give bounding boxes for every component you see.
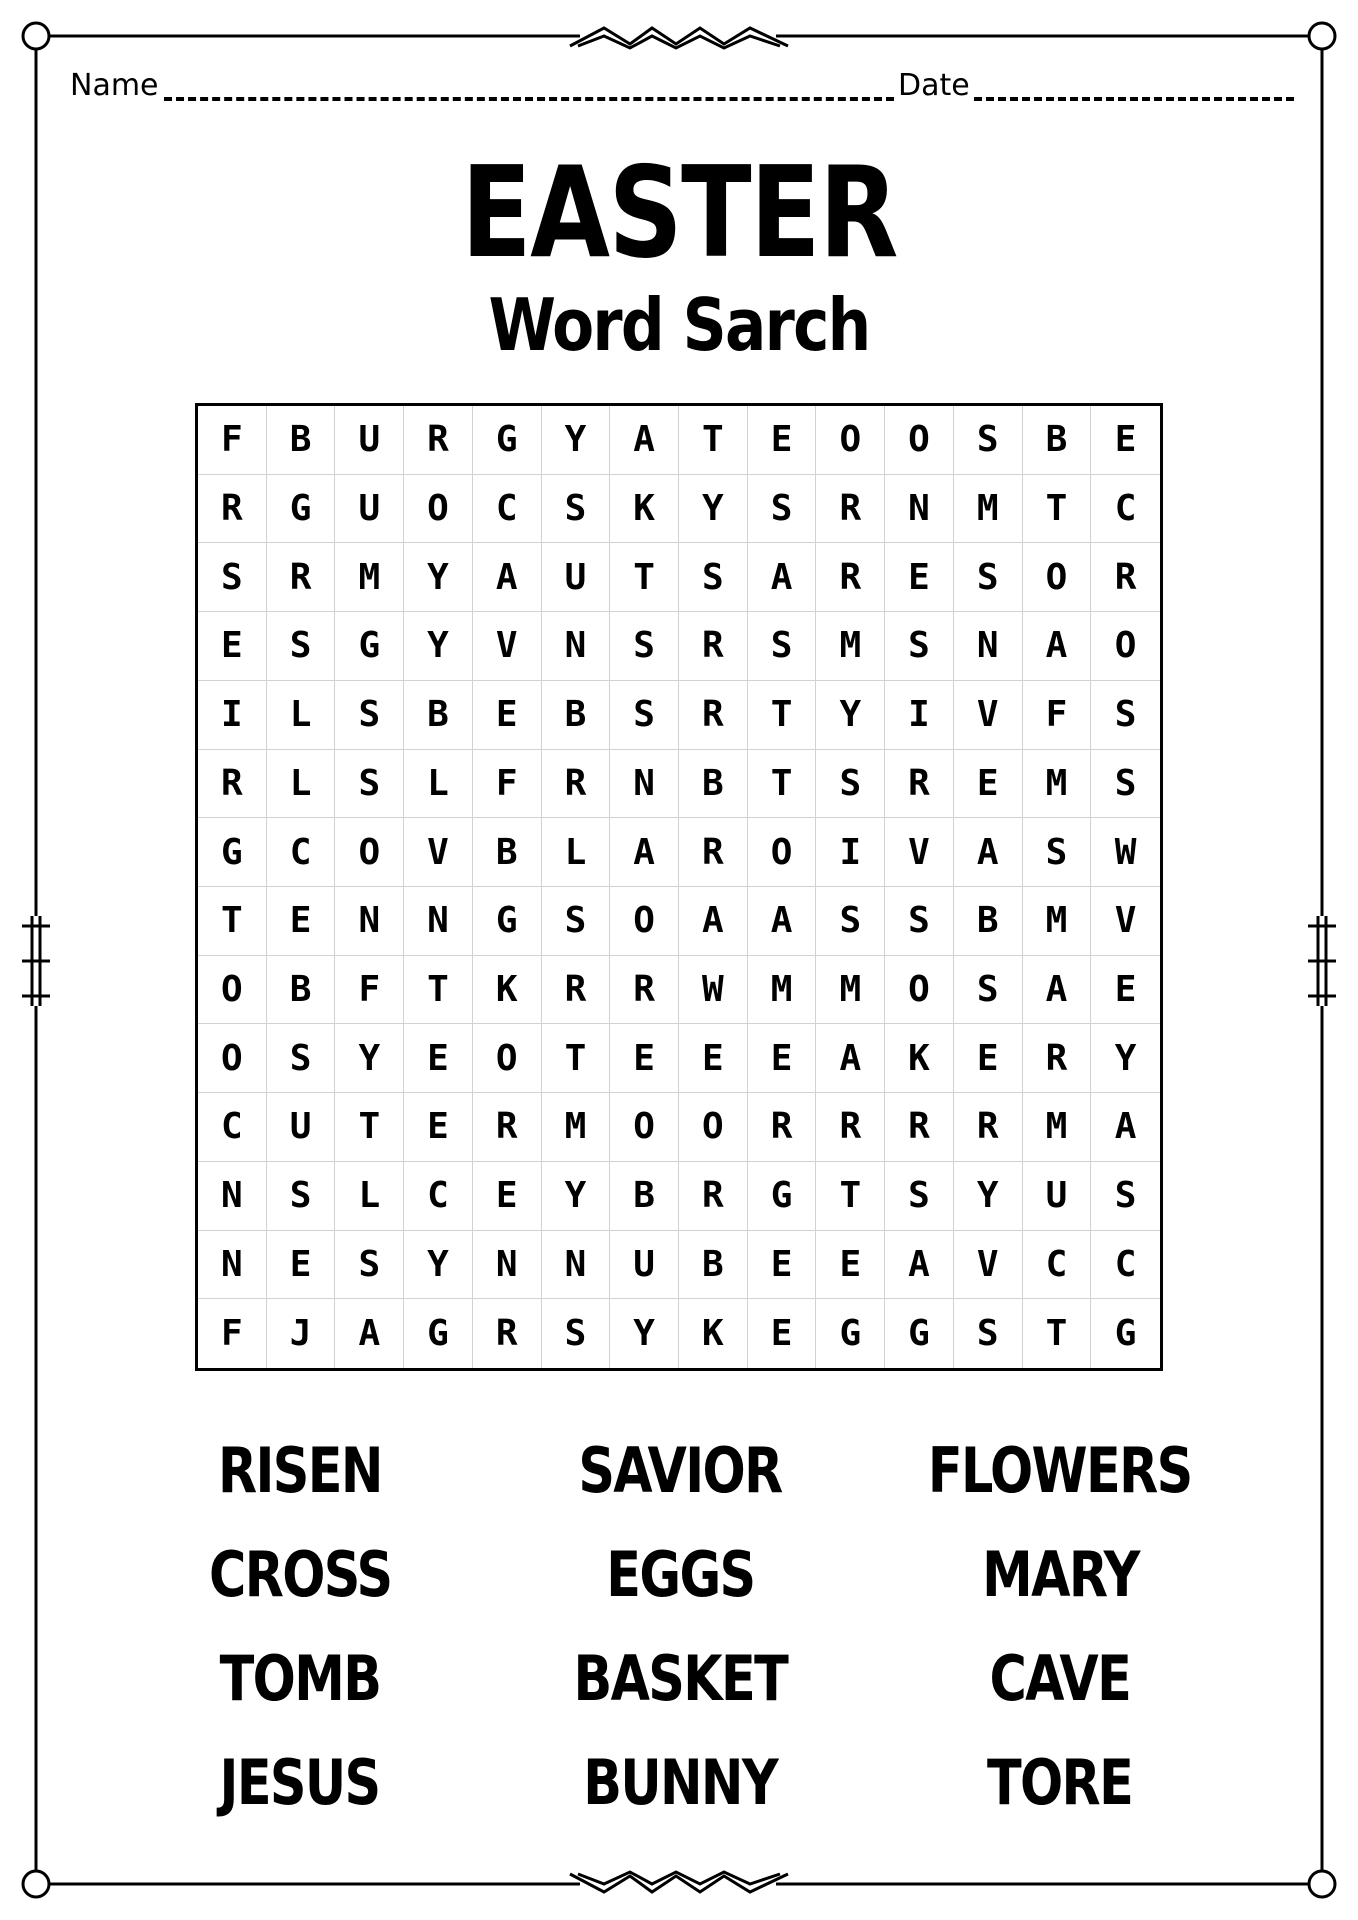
grid-cell[interactable]: V bbox=[1091, 887, 1160, 956]
grid-cell[interactable]: R bbox=[679, 818, 748, 887]
grid-cell[interactable]: S bbox=[610, 612, 679, 681]
grid-cell[interactable]: Y bbox=[610, 1299, 679, 1368]
grid-cell[interactable]: A bbox=[885, 1231, 954, 1300]
grid-cell[interactable]: C bbox=[1091, 475, 1160, 544]
word-list-item bbox=[870, 1626, 1250, 1730]
grid-cell[interactable]: O bbox=[473, 1024, 542, 1093]
grid-cell[interactable]: E bbox=[748, 406, 817, 475]
grid-cell[interactable]: M bbox=[816, 612, 885, 681]
grid-cell[interactable]: C bbox=[1023, 1231, 1092, 1300]
grid-cell[interactable]: S bbox=[954, 543, 1023, 612]
grid-cell[interactable]: O bbox=[610, 1093, 679, 1162]
grid-cell[interactable]: E bbox=[1091, 406, 1160, 475]
grid-cell[interactable]: A bbox=[610, 406, 679, 475]
grid-cell[interactable]: B bbox=[954, 887, 1023, 956]
grid-cell[interactable]: S bbox=[1091, 750, 1160, 819]
grid-cell[interactable]: N bbox=[885, 475, 954, 544]
grid-cell[interactable]: G bbox=[335, 612, 404, 681]
grid-cell[interactable]: E bbox=[748, 1299, 817, 1368]
grid-cell[interactable]: T bbox=[1023, 1299, 1092, 1368]
grid-cell[interactable]: R bbox=[816, 475, 885, 544]
word-label: TOMB bbox=[219, 1641, 381, 1715]
grid-cell[interactable]: G bbox=[885, 1299, 954, 1368]
grid-cell[interactable]: O bbox=[816, 406, 885, 475]
grid-cell[interactable]: S bbox=[1091, 681, 1160, 750]
grid-cell[interactable]: V bbox=[954, 681, 1023, 750]
grid-cell[interactable]: M bbox=[1023, 1093, 1092, 1162]
grid-cell[interactable]: R bbox=[473, 1093, 542, 1162]
grid-cell[interactable]: E bbox=[748, 1231, 817, 1300]
grid-cell[interactable]: Y bbox=[679, 475, 748, 544]
grid-cell[interactable]: N bbox=[610, 750, 679, 819]
grid-cell[interactable]: B bbox=[267, 406, 336, 475]
grid-cell[interactable]: T bbox=[542, 1024, 611, 1093]
grid-cell[interactable]: T bbox=[679, 406, 748, 475]
grid-cell[interactable]: Y bbox=[954, 1162, 1023, 1231]
grid-cell[interactable]: R bbox=[198, 475, 267, 544]
word-label: TORE bbox=[987, 1745, 1133, 1819]
grid-cell[interactable]: B bbox=[267, 956, 336, 1025]
grid-cell[interactable]: O bbox=[610, 887, 679, 956]
date-label: Date bbox=[898, 68, 970, 103]
word-list-item bbox=[110, 1730, 490, 1834]
grid-cell[interactable]: N bbox=[954, 612, 1023, 681]
grid-cell[interactable]: B bbox=[473, 818, 542, 887]
grid-cell[interactable]: R bbox=[954, 1093, 1023, 1162]
grid-cell[interactable]: F bbox=[198, 1299, 267, 1368]
grid-cell[interactable]: R bbox=[679, 1162, 748, 1231]
name-field[interactable] bbox=[164, 97, 894, 101]
grid-cell[interactable]: E bbox=[679, 1024, 748, 1093]
grid-cell[interactable]: K bbox=[473, 956, 542, 1025]
grid-cell[interactable]: I bbox=[198, 681, 267, 750]
grid-cell[interactable]: Y bbox=[404, 612, 473, 681]
grid-cell[interactable]: F bbox=[198, 406, 267, 475]
grid-cell[interactable]: R bbox=[885, 750, 954, 819]
grid-cell[interactable]: M bbox=[542, 1093, 611, 1162]
grid-cell[interactable]: R bbox=[679, 681, 748, 750]
grid-cell[interactable]: S bbox=[335, 681, 404, 750]
word-list-item bbox=[110, 1626, 490, 1730]
grid-cell[interactable]: N bbox=[198, 1231, 267, 1300]
grid-cell[interactable]: E bbox=[816, 1231, 885, 1300]
grid-cell[interactable]: V bbox=[404, 818, 473, 887]
page-subtitle: Word Sarch bbox=[488, 283, 870, 367]
word-list bbox=[110, 1418, 1250, 1834]
word-list-item bbox=[490, 1418, 870, 1522]
grid-cell[interactable]: A bbox=[748, 887, 817, 956]
grid-cell[interactable]: A bbox=[1091, 1093, 1160, 1162]
grid-cell[interactable]: O bbox=[335, 818, 404, 887]
grid-cell[interactable]: T bbox=[748, 681, 817, 750]
grid-cell[interactable]: Y bbox=[404, 1231, 473, 1300]
grid-cell[interactable]: S bbox=[267, 1162, 336, 1231]
word-label: FLOWERS bbox=[928, 1433, 1192, 1507]
grid-cell[interactable]: G bbox=[404, 1299, 473, 1368]
grid-cell[interactable]: S bbox=[267, 612, 336, 681]
word-search-grid bbox=[195, 403, 1163, 1371]
grid-cell[interactable]: I bbox=[885, 681, 954, 750]
grid-cell[interactable]: S bbox=[885, 612, 954, 681]
grid-cell[interactable]: R bbox=[816, 543, 885, 612]
grid-cell[interactable]: L bbox=[404, 750, 473, 819]
grid-cell[interactable]: T bbox=[1023, 475, 1092, 544]
grid-cell[interactable]: U bbox=[335, 406, 404, 475]
grid-cell[interactable]: M bbox=[1023, 750, 1092, 819]
name-label: Name bbox=[70, 68, 159, 103]
grid-cell[interactable]: S bbox=[954, 1299, 1023, 1368]
grid-cell[interactable]: E bbox=[885, 543, 954, 612]
grid-cell[interactable]: M bbox=[335, 543, 404, 612]
grid-cell[interactable]: R bbox=[885, 1093, 954, 1162]
grid-cell[interactable]: N bbox=[198, 1162, 267, 1231]
grid-cell[interactable]: U bbox=[542, 543, 611, 612]
grid-cell[interactable]: E bbox=[267, 887, 336, 956]
grid-cell[interactable]: Y bbox=[542, 406, 611, 475]
grid-cell[interactable]: E bbox=[198, 612, 267, 681]
grid-cell[interactable]: R bbox=[267, 543, 336, 612]
grid-cell[interactable]: R bbox=[1023, 1024, 1092, 1093]
grid-cell[interactable]: B bbox=[404, 681, 473, 750]
grid-cell[interactable]: T bbox=[610, 543, 679, 612]
grid-cell[interactable]: Y bbox=[816, 681, 885, 750]
grid-cell[interactable]: R bbox=[748, 1093, 817, 1162]
grid-cell[interactable]: N bbox=[542, 612, 611, 681]
grid-cell[interactable]: B bbox=[542, 681, 611, 750]
corner-circle-icon bbox=[1309, 23, 1335, 49]
grid-cell[interactable]: G bbox=[748, 1162, 817, 1231]
grid-cell[interactable]: T bbox=[335, 1093, 404, 1162]
grid-cell[interactable]: W bbox=[1091, 818, 1160, 887]
grid-cell[interactable]: S bbox=[748, 475, 817, 544]
side-tick-icon bbox=[1308, 916, 1336, 1006]
grid-cell[interactable]: S bbox=[954, 406, 1023, 475]
grid-cell[interactable]: R bbox=[816, 1093, 885, 1162]
grid-cell[interactable]: U bbox=[610, 1231, 679, 1300]
grid-cell[interactable]: R bbox=[404, 406, 473, 475]
grid-cell[interactable]: A bbox=[610, 818, 679, 887]
word-list-item bbox=[870, 1522, 1250, 1626]
grid-cell[interactable]: M bbox=[954, 475, 1023, 544]
word-list-item bbox=[870, 1418, 1250, 1522]
grid-cell[interactable]: S bbox=[610, 681, 679, 750]
grid-cell[interactable]: J bbox=[267, 1299, 336, 1368]
grid-cell[interactable]: A bbox=[816, 1024, 885, 1093]
grid-cell[interactable]: R bbox=[610, 956, 679, 1025]
grid-cell[interactable]: R bbox=[679, 612, 748, 681]
grid-cell[interactable]: W bbox=[679, 956, 748, 1025]
grid-cell[interactable]: M bbox=[1023, 887, 1092, 956]
grid-cell[interactable]: M bbox=[816, 956, 885, 1025]
zigzag-ornament-icon bbox=[570, 28, 788, 48]
grid-cell[interactable]: S bbox=[542, 1299, 611, 1368]
grid-cell[interactable]: L bbox=[267, 681, 336, 750]
grid-cell[interactable]: C bbox=[1091, 1231, 1160, 1300]
grid-cell[interactable]: K bbox=[885, 1024, 954, 1093]
word-list-item bbox=[870, 1730, 1250, 1834]
grid-cell[interactable]: S bbox=[885, 1162, 954, 1231]
grid-cell[interactable]: Y bbox=[542, 1162, 611, 1231]
grid-cell[interactable]: G bbox=[816, 1299, 885, 1368]
grid-cell[interactable]: A bbox=[473, 543, 542, 612]
grid-cell[interactable]: L bbox=[267, 750, 336, 819]
grid-cell[interactable]: F bbox=[1023, 681, 1092, 750]
grid-cell[interactable]: R bbox=[198, 750, 267, 819]
grid-cell[interactable]: U bbox=[335, 475, 404, 544]
grid-cell[interactable]: T bbox=[404, 956, 473, 1025]
grid-cell[interactable]: G bbox=[198, 818, 267, 887]
grid-cell[interactable]: S bbox=[1023, 818, 1092, 887]
word-list-item bbox=[490, 1522, 870, 1626]
grid-cell[interactable]: M bbox=[748, 956, 817, 1025]
corner-circle-icon bbox=[1309, 1871, 1335, 1897]
grid-cell[interactable]: R bbox=[473, 1299, 542, 1368]
grid-cell[interactable]: N bbox=[542, 1231, 611, 1300]
grid-cell[interactable]: V bbox=[473, 612, 542, 681]
grid-cell[interactable]: R bbox=[542, 956, 611, 1025]
word-label: MARY bbox=[981, 1537, 1139, 1611]
grid-cell[interactable]: O bbox=[198, 956, 267, 1025]
grid-cell[interactable]: C bbox=[404, 1162, 473, 1231]
grid-cell[interactable]: B bbox=[679, 1231, 748, 1300]
grid-cell[interactable]: G bbox=[267, 475, 336, 544]
grid-cell[interactable]: C bbox=[473, 475, 542, 544]
grid-cell[interactable]: N bbox=[473, 1231, 542, 1300]
grid-cell[interactable]: E bbox=[610, 1024, 679, 1093]
grid-cell[interactable]: R bbox=[1091, 543, 1160, 612]
grid-cell[interactable]: S bbox=[542, 475, 611, 544]
grid-cell[interactable]: A bbox=[748, 543, 817, 612]
grid-cell[interactable]: I bbox=[816, 818, 885, 887]
grid-cell[interactable]: E bbox=[954, 750, 1023, 819]
grid-cell[interactable]: Y bbox=[404, 543, 473, 612]
corner-circle-icon bbox=[23, 23, 49, 49]
grid-cell[interactable]: E bbox=[404, 1093, 473, 1162]
grid-cell[interactable]: G bbox=[473, 406, 542, 475]
grid-cell[interactable]: F bbox=[473, 750, 542, 819]
grid-cell[interactable]: N bbox=[404, 887, 473, 956]
grid-cell[interactable]: V bbox=[885, 818, 954, 887]
grid-cell[interactable]: Y bbox=[335, 1024, 404, 1093]
grid-cell[interactable]: S bbox=[816, 750, 885, 819]
grid-cell[interactable]: V bbox=[954, 1231, 1023, 1300]
grid-cell[interactable]: O bbox=[1091, 612, 1160, 681]
grid-cell[interactable]: S bbox=[679, 543, 748, 612]
grid-cell[interactable]: G bbox=[473, 887, 542, 956]
grid-cell[interactable]: O bbox=[679, 1093, 748, 1162]
grid-cell[interactable]: O bbox=[885, 406, 954, 475]
grid-cell[interactable]: E bbox=[267, 1231, 336, 1300]
grid-cell[interactable]: S bbox=[542, 887, 611, 956]
word-label: CAVE bbox=[989, 1641, 1131, 1715]
word-list-item bbox=[110, 1522, 490, 1626]
word-list-item bbox=[490, 1626, 870, 1730]
grid-cell[interactable]: T bbox=[816, 1162, 885, 1231]
grid-cell[interactable]: U bbox=[1023, 1162, 1092, 1231]
grid-cell[interactable]: U bbox=[267, 1093, 336, 1162]
grid-cell[interactable]: S bbox=[954, 956, 1023, 1025]
zigzag-ornament-icon bbox=[570, 1872, 788, 1892]
grid-cell[interactable]: K bbox=[610, 475, 679, 544]
grid-cell[interactable]: C bbox=[198, 1093, 267, 1162]
grid-cell[interactable]: S bbox=[885, 887, 954, 956]
grid-cell[interactable]: K bbox=[679, 1299, 748, 1368]
grid-cell[interactable]: A bbox=[954, 818, 1023, 887]
grid-cell[interactable]: L bbox=[542, 818, 611, 887]
grid-cell[interactable]: A bbox=[335, 1299, 404, 1368]
grid-cell[interactable]: E bbox=[404, 1024, 473, 1093]
word-label: CROSS bbox=[208, 1537, 392, 1611]
grid-cell[interactable]: S bbox=[267, 1024, 336, 1093]
grid-cell[interactable]: S bbox=[335, 1231, 404, 1300]
grid-cell[interactable]: R bbox=[542, 750, 611, 819]
grid-cell[interactable]: E bbox=[954, 1024, 1023, 1093]
word-label: JESUS bbox=[220, 1745, 380, 1819]
grid-cell[interactable]: N bbox=[335, 887, 404, 956]
grid-cell[interactable]: S bbox=[748, 612, 817, 681]
grid-cell[interactable]: B bbox=[610, 1162, 679, 1231]
corner-circle-icon bbox=[23, 1871, 49, 1897]
grid-cell[interactable]: A bbox=[1023, 612, 1092, 681]
grid-cell[interactable]: F bbox=[335, 956, 404, 1025]
word-label: BASKET bbox=[573, 1641, 787, 1715]
word-label: SAVIOR bbox=[578, 1433, 782, 1507]
grid-cell[interactable]: S bbox=[335, 750, 404, 819]
word-label: RISEN bbox=[218, 1433, 382, 1507]
grid-cell[interactable]: S bbox=[816, 887, 885, 956]
grid-cell[interactable]: E bbox=[1091, 956, 1160, 1025]
grid-cell[interactable]: A bbox=[679, 887, 748, 956]
grid-cell[interactable]: O bbox=[198, 1024, 267, 1093]
grid-cell[interactable]: L bbox=[335, 1162, 404, 1231]
grid-cell[interactable]: Y bbox=[1091, 1024, 1160, 1093]
grid-cell[interactable]: B bbox=[1023, 406, 1092, 475]
side-tick-icon bbox=[22, 916, 50, 1006]
word-list-item bbox=[110, 1418, 490, 1522]
grid-cell[interactable]: S bbox=[198, 543, 267, 612]
grid-cell[interactable]: O bbox=[748, 818, 817, 887]
word-label: EGGS bbox=[605, 1537, 755, 1611]
grid-cell[interactable]: G bbox=[1114, 1313, 1137, 1355]
grid-cell[interactable]: O bbox=[1023, 543, 1092, 612]
grid-cell[interactable]: C bbox=[267, 818, 336, 887]
grid-cell[interactable]: O bbox=[885, 956, 954, 1025]
grid-cell[interactable]: E bbox=[748, 1024, 817, 1093]
grid-cell[interactable]: O bbox=[404, 475, 473, 544]
grid-cell[interactable]: T bbox=[748, 750, 817, 819]
grid-cell[interactable]: B bbox=[679, 750, 748, 819]
page-title: EASTER bbox=[461, 139, 897, 286]
word-list-item bbox=[490, 1730, 870, 1834]
grid-cell[interactable]: E bbox=[473, 681, 542, 750]
word-label: BUNNY bbox=[583, 1745, 777, 1819]
grid-cell[interactable]: A bbox=[1023, 956, 1092, 1025]
grid-cell[interactable]: S bbox=[1091, 1162, 1160, 1231]
date-field[interactable] bbox=[974, 97, 1294, 101]
grid-cell[interactable]: E bbox=[473, 1162, 542, 1231]
grid-cell[interactable]: T bbox=[198, 887, 267, 956]
